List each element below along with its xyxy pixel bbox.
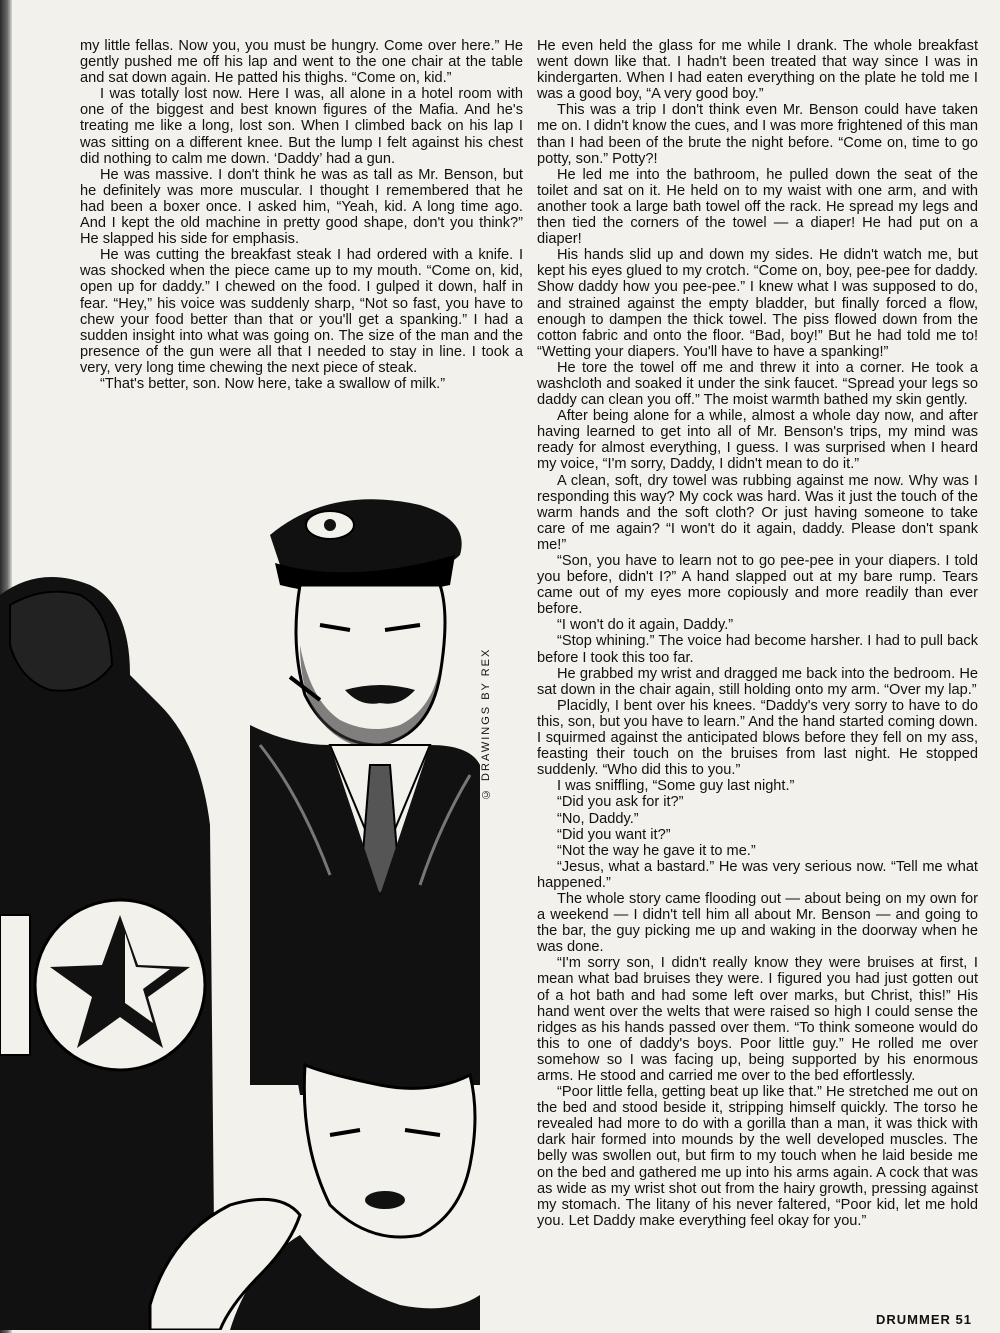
paragraph: The whole story came flooding out — about being on my own for a weekend — I didn't tell him all about Mr. Benson — and going to the bar, the guy picking me up and waking in the doorway when he was done. bbox=[537, 890, 978, 956]
paragraph: “I won't do it again, Daddy.” bbox=[557, 617, 734, 634]
paragraph: He was cutting the breakfast steak I had ordered with a knife. I was shocked when the piece came up to my mouth. “Come on, kid, open up for daddy.” I chewed on the food. I gulped it down, half in fear. “Hey,” his voice was suddenly sharp, “Not so fast, you have to chew your food better than that or you'll get a spanking.” I had a sudden insight into what was going on. The size of the man and the presence of the gun were all that I needed to stay in line. I took a very, very long time chewing the next piece of steak. bbox=[80, 247, 523, 376]
paragraph: “Stop whining.” The voice had become harsher. I had to pull back before I took this too far. bbox=[537, 633, 978, 666]
illustration-drawing bbox=[0, 445, 480, 1330]
paragraph: “No, Daddy.” bbox=[557, 810, 639, 827]
paragraph: “Did you want it?” bbox=[557, 826, 671, 843]
page-footer bbox=[876, 1312, 972, 1327]
paragraph: I was totally lost now. Here I was, all alone in a hotel room with one of the biggest and best known figures of the Mafia. And he's treating me like a long, lost son. When I climbed back on his lap I was sitting on a different knee. But the lump I felt against his chest did nothing to calm me down. ‘Daddy’ had a gun. bbox=[80, 86, 523, 167]
paragraph: This was a trip I don't think even Mr. Benson could have taken me on. I didn't know the cues, and I was more frightened of this man than I had been of the brute the night before. “Come on, time to go potty, son.” Potty?! bbox=[537, 102, 978, 167]
illustration bbox=[0, 445, 480, 1330]
paragraph: Placidly, I bent over his knees. “Daddy's very sorry to have to do this, son, but you have to learn.” And the hand started coming down. I squirmed against the anticipated blows before they fell on my ass, feasting their touch on the bruises from last night. He stopped suddenly. “Who did this to you.” bbox=[537, 697, 978, 779]
paragraph: my little fellas. Now you, you must be hungry. Come over here.” He gently pushed me off his lap and went to the one chair at the table and sat down again. He patted his thighs. “Come on, kid.” bbox=[80, 38, 523, 87]
paragraph: “That's better, son. Now here, take a swallow of milk.” bbox=[100, 375, 446, 392]
paragraph: “Jesus, what a bastard.” He was very serious now. “Tell me what happened.” bbox=[537, 858, 978, 891]
paragraph: “Did you ask for it?” bbox=[557, 794, 684, 811]
paragraph: “Son, you have to learn not to go pee-pee in your diapers. I told you before, didn't I?” A hand slapped out at my bare rump. Tears came out of my eyes more copiously and more readily than ever before. bbox=[537, 553, 978, 618]
paragraph: I was sniffling, “Some guy last night.” bbox=[557, 778, 795, 795]
paragraph: He tore the towel off me and threw it into a corner. He took a washcloth and soaked it under the sink faucet. “Spread your legs so daddy can clean you off.” The moist warmth bathed my skin gently. bbox=[537, 359, 978, 409]
right-text-column bbox=[537, 38, 978, 1229]
paragraph: He led me into the bathroom, he pulled down the seat of the toilet and sat on it. He held on to my waist with one arm, and with another took a large bath towel off the rack. He spread my legs and then tied the corners of the towel — a diaper! He had put on a diaper! bbox=[537, 166, 978, 248]
paragraph: After being alone for a while, almost a whole day now, and after having learned to get into all of Mr. Benson's trips, my mind was ready for almost everything, I guess. I was surprised when I heard my voice, “I'm sorry, Daddy, I didn't mean to do it.” bbox=[537, 408, 978, 473]
page-number: 51 bbox=[955, 1312, 972, 1327]
left-text-column bbox=[80, 38, 523, 392]
paragraph: His hands slid up and down my sides. He didn't watch me, but kept his eyes glued to my crotch. “Come on, boy, pee-pee for daddy. Show daddy how you pee-pee.” I knew what I was supposed to do, and strained against the empty bladder, but finally forced a flow, enough to dampen the thick towel. The piss flowed down from the cotton fabric and onto the floor. “Bad, boy!” But he had told me to! “Wetting your diapers. You'll have to have a spanking!” bbox=[537, 247, 978, 360]
paragraph: A clean, soft, dry towel was rubbing against me now. Why was I responding this way? My cock was hard. Was it just the touch of the warm hands and the soft cloth? Or just having someone to take care of me again? “I won't do it again, daddy. Please don't spank me!” bbox=[537, 472, 978, 553]
paragraph: He grabbed my wrist and dragged me back into the bedroom. He sat down in the chair again, still holding onto my arm. “Over my lap.” bbox=[537, 665, 978, 698]
magazine-name: DRUMMER bbox=[876, 1312, 951, 1327]
paragraph: “Poor little fella, getting beat up like that.” He stretched me out on the bed and stood beside it, stripping himself quickly. The torso he revealed had more to do with a gorilla than a man, it was thick with dark hair formed into mounds by the well developed muscles. The belly was swollen out, but firm to my touch when he laid beside me on the bed and gathered me up into his arms again. A cock that was as wide as my wrist shot out from the hairy growth, pressing against my stomach. The litany of his never faltered, “Poor kid, let me hold you. Let Daddy make everything feel okay for you.” bbox=[537, 1084, 978, 1229]
paragraph: He even held the glass for me while I drank. The whole breakfast went down like that. I hadn't been treated that way since I was in kindergarten. When I had eaten everything on the plate he told me I was a good boy, “A very good boy.” bbox=[537, 38, 978, 103]
paragraph: “Not the way he gave it to me.” bbox=[557, 842, 756, 859]
illustration-credit: © DRAWINGS BY REX bbox=[480, 647, 492, 800]
paragraph: He was massive. I don't think he was as tall as Mr. Benson, but he definitely was more muscular. I thought I remembered that he had been a boxer once. I asked him, “Yeah, kid. A long time ago. And I kept the old machine in pretty good shape, don't you think?” He slapped his side for emphasis. bbox=[80, 166, 523, 248]
paragraph: “I'm sorry son, I didn't really know they were bruises at first, I mean what bad bruises they were. I figured you had just gotten out of a hot bath and had some left over marks, but Christ, this!” His hand went over the welts that were raised so high I could sense the ridges as his hands passed over them. “To think someone would do this to one of daddy's boys. Poor little guy.” He rolled me over somehow so I was facing up, being supported by his enormous arms. He stood and carried me over to the bed effortlessly. bbox=[537, 955, 978, 1084]
